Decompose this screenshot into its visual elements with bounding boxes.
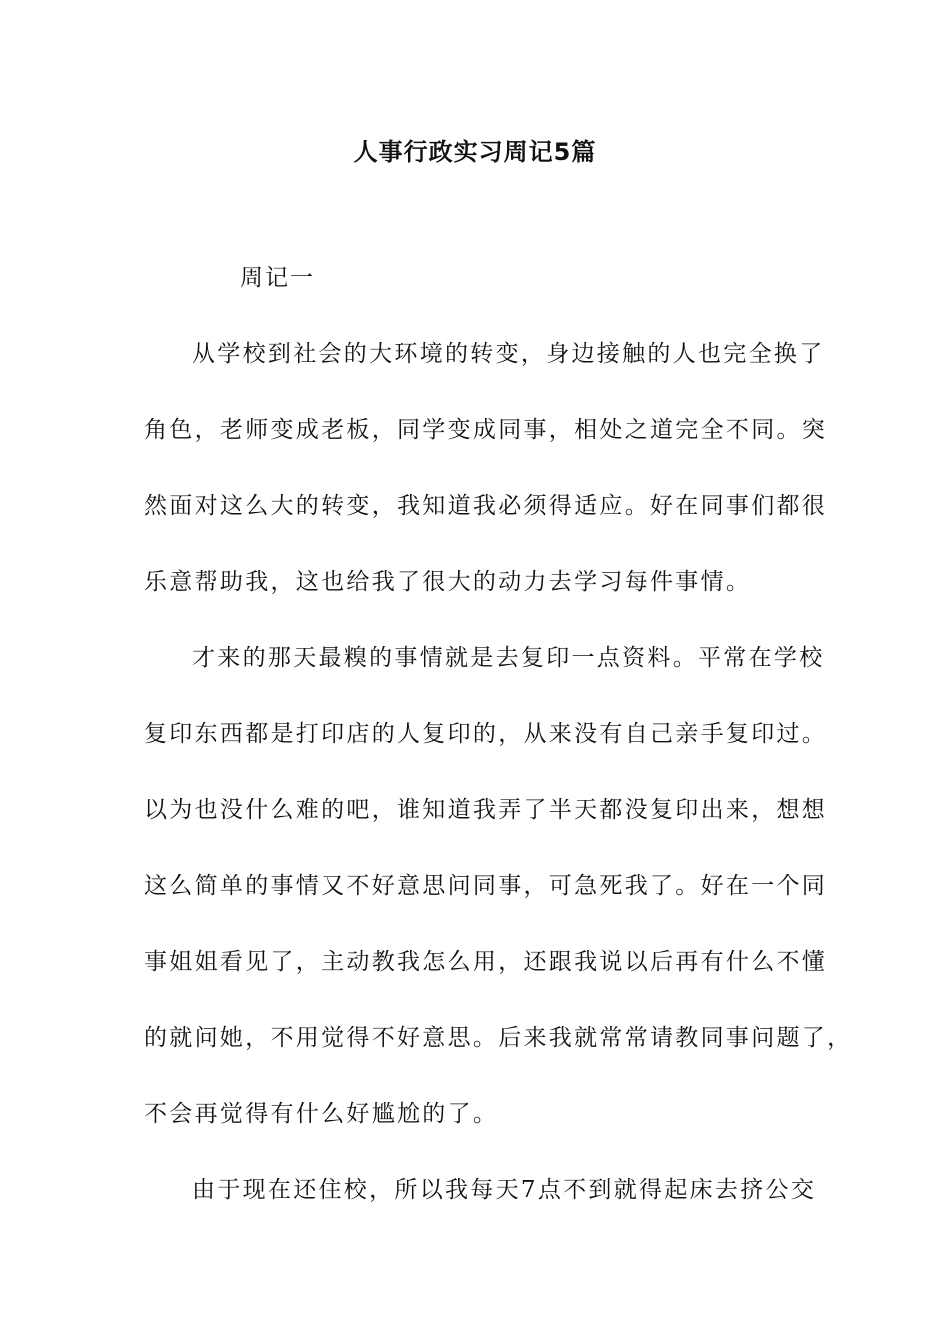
paragraph-line: 事姐姐看见了，主动教我怎么用，还跟我说以后再有什么不懂 [144, 949, 828, 975]
paragraph-line: 乐意帮助我，这也给我了很大的动力去学习每件事情。 [144, 569, 752, 595]
paragraph-line: 的就问她，不用觉得不好意思。后来我就常常请教同事问题了， [144, 1025, 853, 1051]
section-heading: 周记一 [240, 265, 315, 291]
paragraph-line: 不会再觉得有什么好尴尬的了。 [144, 1101, 499, 1127]
paragraph-line: 由于现在还住校，所以我每天7点不到就得起床去挤公交 [192, 1177, 817, 1203]
paragraph-line: 复印东西都是打印店的人复印的，从来没有自己亲手复印过。 [144, 721, 828, 747]
paragraph-line: 以为也没什么难的吧，谁知道我弄了半天都没复印出来，想想 [144, 797, 828, 823]
paragraph-line: 角色，老师变成老板，同学变成同事，相处之道完全不同。突 [144, 417, 828, 443]
paragraph-line: 这么简单的事情又不好意思问同事，可急死我了。好在一个同 [144, 873, 828, 899]
document-title: 人事行政实习周记5篇 [353, 138, 597, 166]
body-text [144, 334, 853, 1246]
paragraph-line: 然面对这么大的转变，我知道我必须得适应。好在同事们都很 [144, 493, 828, 519]
paragraph-line: 从学校到社会的大环境的转变，身边接触的人也完全换了 [192, 341, 825, 367]
paragraph-line: 才来的那天最糗的事情就是去复印一点资料。平常在学校 [192, 645, 825, 671]
